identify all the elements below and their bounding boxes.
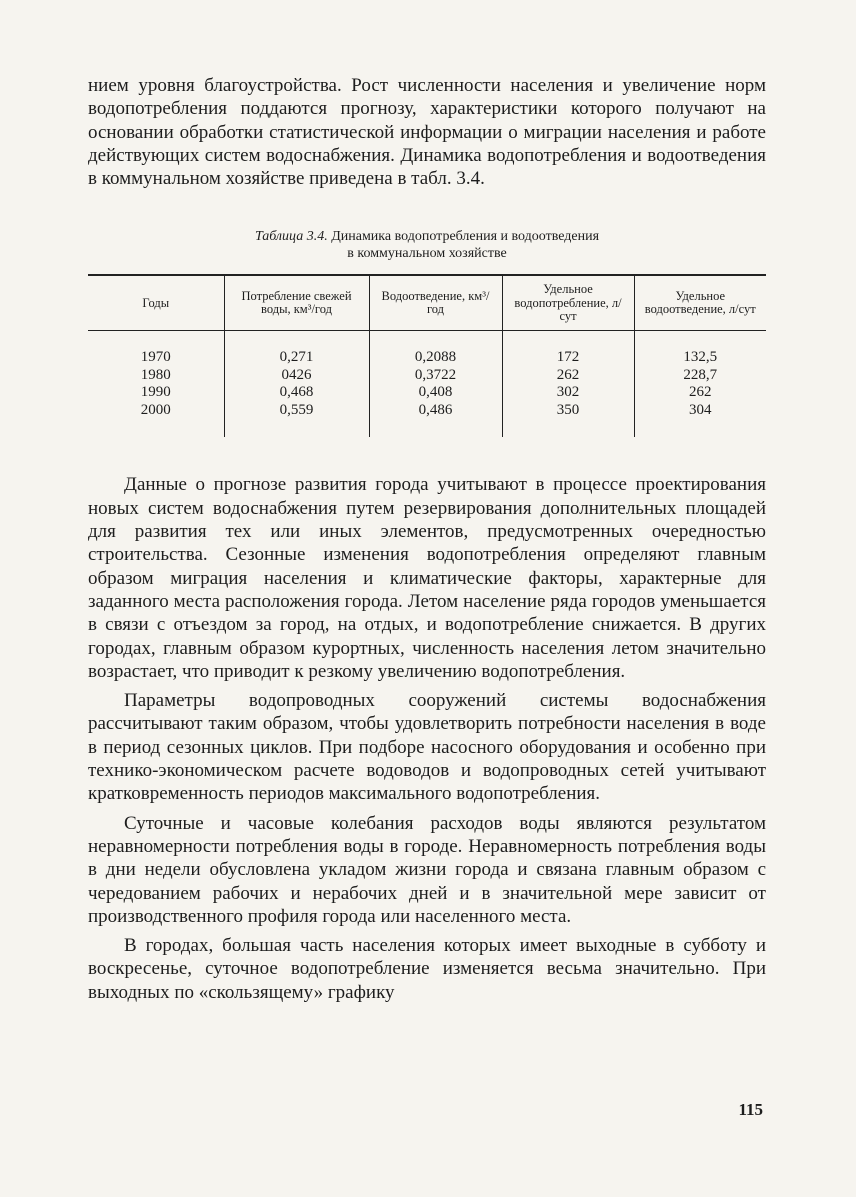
table-caption-line2: в коммунальном хозяйстве bbox=[347, 246, 507, 262]
paragraph-parameters: Параметры водопроводных сооружений системы водоснабжения рассчитывают таким образом, чтобы удовлетворить потребности населения в воде в период сезонных циклов. При подборе насосного оборудования и особенно при технико-экономическом расчете водоводов и водопроводных сетей учитывают кратковременность периодов максимального водопотребления. bbox=[88, 690, 766, 805]
paragraph-daily-fluctuations: Суточные и часовые колебания расходов воды являются результатом неравномерности потребления воды в городе. Неравномерность потребления воды в дни недели обусловлена укладом жизни города и связана главным образом с чередованием рабочих и нерабочих дней и в значительной мере зависит от производственного профиля города или населенного места. bbox=[88, 812, 766, 927]
column-fresh-water bbox=[224, 331, 369, 438]
cell-fresh-water: 0,271 bbox=[279, 349, 314, 366]
table-caption-text: Динамика водопотребления и водоотведения bbox=[331, 229, 600, 245]
header-years: Годы bbox=[88, 275, 224, 331]
cell-wastewater: 0,408 bbox=[418, 384, 453, 401]
column-specific-consumption bbox=[502, 331, 634, 438]
cell-year: 1990 bbox=[140, 384, 171, 401]
header-specific-disposal: Удельное водоотведение, л/сут bbox=[634, 275, 766, 331]
paragraph-intro: нием уровня благоустройства. Рост численности населения и увеличение норм водопотребления поддаются прогнозу, характеристики которого получают на основании обработки статистической информации о миграции населения и работе действующих систем водоснабжения. Динамика водопотребления и водоотведения в коммунальном хозяйстве приведена в табл. 3.4. bbox=[88, 75, 766, 190]
cell-year: 1970 bbox=[140, 349, 171, 366]
table-caption-label: Таблица 3.4. bbox=[254, 229, 328, 245]
table-body-row bbox=[88, 331, 766, 438]
cell-wastewater: 0,3722 bbox=[414, 366, 457, 383]
cell-specific-disposal: 304 bbox=[689, 401, 712, 418]
cell-wastewater: 0,2088 bbox=[414, 349, 457, 366]
page-content bbox=[88, 74, 766, 1004]
cell-fresh-water: 0,468 bbox=[279, 384, 314, 401]
header-wastewater: Водоотведение, км³/год bbox=[369, 275, 502, 331]
paragraph-weekends: В городах, большая часть населения которых имеет выходные в субботу и воскресенье, суточное водопотребление изменяется весьма значительно. При выходных по «скользящему» графику bbox=[88, 935, 766, 1003]
cell-specific-disposal: 132,5 bbox=[683, 349, 718, 366]
column-specific-disposal bbox=[634, 331, 766, 438]
cell-year: 2000 bbox=[140, 401, 171, 418]
cell-specific-disposal: 228,7 bbox=[683, 366, 718, 383]
column-wastewater bbox=[369, 331, 502, 438]
cell-specific-consumption: 172 bbox=[556, 349, 580, 366]
page-number: 115 bbox=[738, 1100, 763, 1119]
cell-fresh-water: 0,559 bbox=[279, 401, 314, 418]
column-years bbox=[88, 331, 224, 438]
table-caption bbox=[88, 228, 766, 262]
body-text bbox=[88, 473, 766, 1004]
cell-specific-consumption: 350 bbox=[556, 401, 580, 418]
header-specific-consumption: Удельное водопотребление, л/сут bbox=[502, 275, 634, 331]
cell-wastewater: 0,486 bbox=[418, 401, 453, 418]
table-header-row bbox=[88, 275, 766, 331]
cell-fresh-water: 0426 bbox=[281, 366, 312, 383]
cell-specific-consumption: 262 bbox=[556, 366, 580, 383]
water-dynamics-table bbox=[88, 274, 766, 437]
cell-specific-disposal: 262 bbox=[689, 384, 712, 401]
paragraph-forecast: Данные о прогнозе развития города учитывают в процессе проектирования новых систем водоснабжения путем резервирования дополнительных площадей для развития тех или иных элементов, предусмотренных очередностью строительства. Сезонные изменения водопотребления определяют главным образом миграция населения и климатические факторы, характерные для заданного места расположения города. Летом население ряда городов уменьшается в связи с отъездом за город, на отдых, и водопотребление снижается. В других городах, главным образом курортных, численность населения летом значительно возрастает, что приводит к резкому увеличению водопотребления. bbox=[88, 474, 766, 682]
cell-year: 1980 bbox=[140, 366, 171, 383]
header-fresh-water: Потребление свежей воды, км³/год bbox=[224, 275, 369, 331]
cell-specific-consumption: 302 bbox=[556, 384, 580, 401]
